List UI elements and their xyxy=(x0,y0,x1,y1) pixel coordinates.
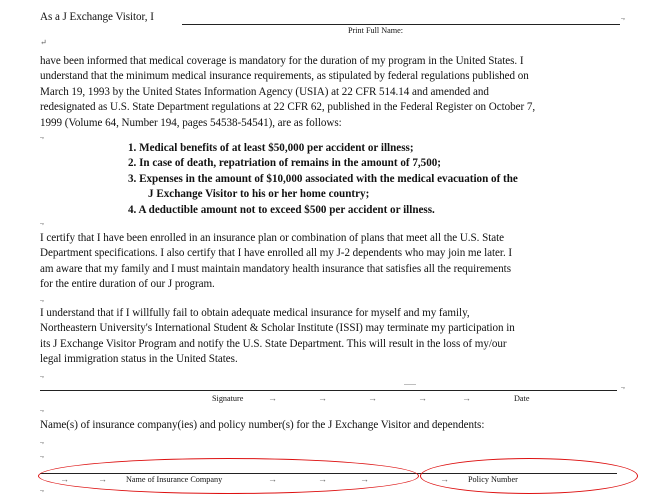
tab-arrow-icon: → xyxy=(268,393,277,403)
format-mark: ., xyxy=(621,381,625,390)
tab-arrow-icon: → xyxy=(418,393,427,403)
format-mark: ., xyxy=(621,12,625,21)
insurance-heading: Name(s) of insurance company(ies) and policy number(s) for the J Exchange Visitor and dependents: xyxy=(40,419,485,431)
signature-label: Signature xyxy=(212,394,244,403)
format-mark: ., xyxy=(40,404,44,413)
understand-line: I understand that if I willfully fail to obtain adequate medical insurance for myself and my family, xyxy=(40,307,470,319)
signature-line[interactable] xyxy=(40,390,617,391)
format-mark: ., xyxy=(40,131,44,140)
tab-arrow-icon: → xyxy=(318,393,327,403)
intro-line: have been informed that medical coverage is mandatory for the duration of my program in the United States. I xyxy=(40,55,524,67)
understand-line: Northeastern University's International Student & Scholar Institute (ISSI) may terminate my participation in xyxy=(40,322,515,335)
tab-arrow-icon: → xyxy=(368,393,377,403)
date-label: Date xyxy=(514,394,530,403)
list-item: 1. Medical benefits of at least $50,000 per accident or illness; xyxy=(128,142,414,154)
list-item: 3. Expenses in the amount of $10,000 associated with the medical evacuation of the xyxy=(128,172,518,185)
tab-arrow-icon: → xyxy=(60,474,69,484)
policy-highlight-oval xyxy=(420,458,638,494)
list-item: 4. A deductible amount not to exceed $500 per accident or illness. xyxy=(128,203,435,216)
intro-line: understand that the minimum medical insurance requirements, as stipulated by federal regulations published on xyxy=(40,70,529,83)
requirements-list xyxy=(128,141,518,218)
format-mark: ., xyxy=(40,370,44,379)
format-mark: ., xyxy=(40,484,44,493)
tab-arrow-icon: → xyxy=(98,474,107,484)
tab-arrow-icon: → xyxy=(268,474,277,484)
certify-line: I certify that I have been enrolled in an insurance plan or combination of plans that meet all the U.S. State xyxy=(40,232,505,244)
format-mark: ., xyxy=(40,450,44,459)
certify-line: Department specifications. I also certify that I have enrolled all my J-2 dependents who may join me later. I xyxy=(40,247,513,260)
tab-arrow-icon: → xyxy=(462,393,471,403)
intro-line: 1999 (Volume 64, Number 194, pages 54538-54541), are as follows: xyxy=(40,116,342,129)
list-item: 2. In case of death, repatriation of remains in the amount of 7,500; xyxy=(128,157,441,170)
format-mark: ., xyxy=(40,217,44,226)
print-full-name-label: Print Full Name: xyxy=(348,26,404,35)
name-line[interactable] xyxy=(182,24,620,25)
intro-paragraph xyxy=(40,54,535,131)
tab-arrow-icon: → xyxy=(318,474,327,484)
tab-arrow-icon: → xyxy=(440,474,449,484)
certify-line: am aware that my family and I must maintain mandatory health insurance that satisfies all the requirements xyxy=(40,262,511,275)
understand-line: legal immigration status in the United States. xyxy=(40,353,238,366)
intro-line: redesignated as U.S. State Department regulations at 22 CFR 62, published in the Federal Register on October 7, xyxy=(40,101,536,114)
understand-paragraph xyxy=(40,306,515,368)
format-mark: ., xyxy=(40,294,44,303)
understand-line: its J Exchange Visitor Program and notify the U.S. State Department. This will result in the loss of my/our xyxy=(40,337,507,350)
intro-line: March 19, 1993 by the United States Information Agency (USIA) at 22 CFR 514.14 and amended and xyxy=(40,85,489,98)
tab-arrow-icon: → xyxy=(360,474,369,484)
certify-paragraph xyxy=(40,231,512,293)
certify-line: for the entire duration of our J program. xyxy=(40,278,215,291)
header-prefix: As a J Exchange Visitor, I xyxy=(40,11,154,23)
company-label: Name of Insurance Company xyxy=(126,475,223,484)
format-mark: ...... xyxy=(404,378,416,387)
paragraph-mark: ↵ xyxy=(40,38,47,47)
format-mark: ., xyxy=(40,436,44,445)
list-item: J Exchange Visitor to his or her home country; xyxy=(148,188,370,201)
policy-label: Policy Number xyxy=(468,475,518,484)
